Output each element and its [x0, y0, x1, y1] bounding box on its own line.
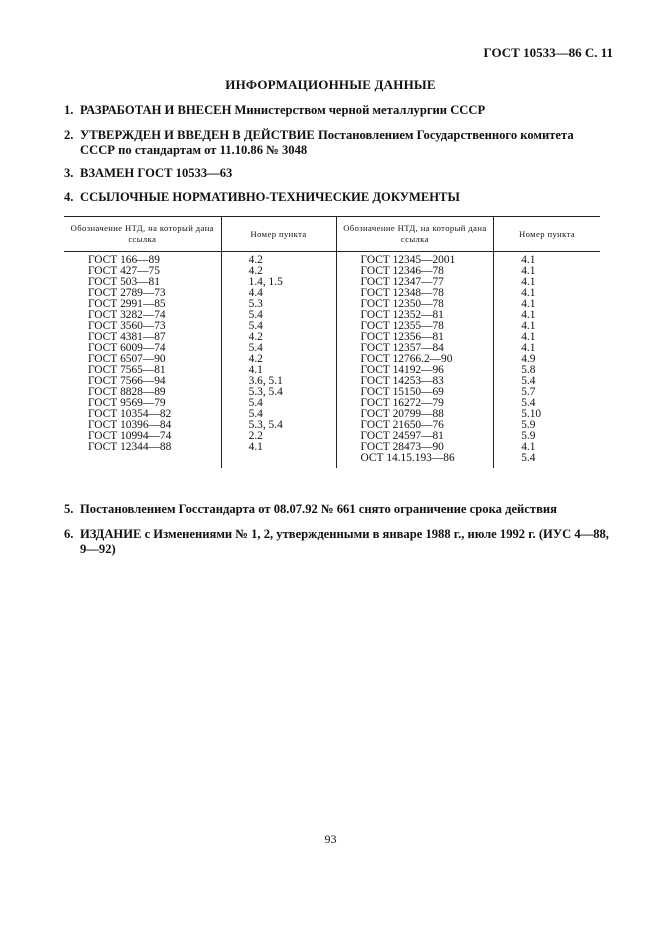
item-lead: ИЗДАНИЕ с Изменениями № 1, 2, утвержденными в январе 1988 г., июле 1992 г. (ИУС 4—88, 9—92): [80, 527, 609, 556]
item-number: 5.: [64, 502, 74, 516]
page-header: ГОСТ 10533—86 С. 11: [483, 45, 613, 60]
ntd-designation-cell: ГОСТ 166—89: [64, 252, 221, 267]
ntd-designation-cell: ГОСТ 12350—78: [336, 299, 494, 310]
item-number-cell: 5.4: [521, 452, 536, 464]
info-item-4: [64, 190, 609, 205]
ntd-designation-cell: ГОСТ 12357—84: [336, 343, 494, 354]
item-number-cell: 4.2: [221, 252, 336, 267]
item-number-cell: 4.2: [221, 332, 336, 343]
item-text: Постановлением Государственного комитета СССР по стандартам от 11.10.86 № 3048: [80, 128, 574, 157]
ntd-designation-cell: ГОСТ 10354—82: [64, 409, 221, 420]
ntd-designation-cell: ГОСТ 6507—90: [64, 354, 221, 365]
ntd-designation-cell: ГОСТ 10994—74: [64, 431, 221, 442]
ntd-designation-cell: ГОСТ 503—81: [64, 277, 221, 288]
item-lead: РАЗРАБОТАН И ВНЕСЕН: [80, 103, 232, 117]
item-number-cell: 4.1: [521, 320, 536, 332]
item-number-cell: 5.7: [521, 386, 536, 398]
ntd-designation-cell: ГОСТ 16272—79: [336, 398, 494, 409]
item-number-cell: 5.4: [521, 397, 536, 409]
page-number: 93: [324, 832, 337, 846]
ntd-designation-cell: ГОСТ 12348—78: [336, 288, 494, 299]
item-number: 4.: [64, 190, 74, 204]
header-item-number: Номер пункта: [494, 217, 600, 252]
item-number-cell: 2.2: [221, 431, 336, 442]
item-number-cell: 4.1: [521, 309, 536, 321]
table-row: [64, 252, 600, 267]
ntd-designation-cell: ГОСТ 12356—81: [336, 332, 494, 343]
ntd-designation-cell: ГОСТ 12766.2—90: [336, 354, 494, 365]
ntd-designation-cell: ГОСТ 2789—73: [64, 288, 221, 299]
item-number: 6.: [64, 527, 74, 541]
item-number-cell: 5.3, 5.4: [221, 420, 336, 431]
item-number-cell: 4.9: [521, 353, 536, 365]
item-number-cell: 5.3, 5.4: [221, 387, 336, 398]
item-number-cell: 5.9: [521, 419, 536, 431]
item-number-cell: 5.4: [221, 409, 336, 420]
ntd-designation-cell: ОСТ 14.15.193—86: [336, 453, 494, 468]
info-item-3: [64, 166, 609, 181]
info-item-2: [64, 128, 609, 158]
ntd-designation-cell: ГОСТ 12344—88: [64, 442, 221, 453]
ntd-designation-cell: ГОСТ 2991—85: [64, 299, 221, 310]
header-item-number: Номер пункта: [221, 217, 336, 252]
item-number-cell: 5.4: [221, 310, 336, 321]
item-number-cell: 4.1: [521, 276, 536, 288]
item-number-cell: 4.4: [221, 288, 336, 299]
info-item-6: [64, 527, 609, 557]
section-title: ИНФОРМАЦИОННЫЕ ДАННЫЕ: [225, 77, 436, 92]
item-number: 3.: [64, 166, 74, 180]
ntd-designation-cell: ГОСТ 8828—89: [64, 387, 221, 398]
ntd-designation-cell: ГОСТ 21650—76: [336, 420, 494, 431]
item-number-cell: 5.4: [221, 343, 336, 354]
item-number-cell: 4.1: [521, 265, 536, 277]
ntd-designation-cell: ГОСТ 3560—73: [64, 321, 221, 332]
item-number-cell: 4.1: [521, 331, 536, 343]
item-number: 2.: [64, 128, 74, 142]
item-number-cell: 3.6, 5.1: [221, 376, 336, 387]
ntd-designation-cell: ГОСТ 12347—77: [336, 277, 494, 288]
item-text: Министерством черной металлургии СССР: [231, 103, 486, 117]
item-number-cell: 5.8: [521, 364, 536, 376]
item-number-cell: 4.2: [221, 354, 336, 365]
item-lead: УТВЕРЖДЕН И ВВЕДЕН В ДЕЙСТВИЕ: [80, 128, 315, 142]
item-number: 1.: [64, 103, 74, 117]
item-number-cell: 5.9: [521, 430, 536, 442]
ntd-designation-cell: [64, 453, 221, 468]
item-number-cell: 4.1: [521, 287, 536, 299]
ntd-designation-cell: ГОСТ 6009—74: [64, 343, 221, 354]
item-number-cell: 1.4, 1.5: [221, 277, 336, 288]
ntd-designation-cell: ГОСТ 7566—94: [64, 376, 221, 387]
item-number-cell: 4.1: [221, 365, 336, 376]
item-number-cell: 4.1: [521, 254, 536, 266]
ntd-designation-cell: ГОСТ 12355—78: [336, 321, 494, 332]
ntd-designation-cell: ГОСТ 20799—88: [336, 409, 494, 420]
ntd-designation-cell: ГОСТ 427—75: [64, 266, 221, 277]
item-number-cell: 5.3: [221, 299, 336, 310]
ntd-designation-cell: ГОСТ 14253—83: [336, 376, 494, 387]
ntd-designation-cell: ГОСТ 14192—96: [336, 365, 494, 376]
ntd-designation-cell: ГОСТ 12345—2001: [336, 252, 494, 267]
item-number-cell: 4.2: [221, 266, 336, 277]
ntd-designation-cell: ГОСТ 12346—78: [336, 266, 494, 277]
info-item-5: [64, 502, 609, 517]
ntd-designation-cell: ГОСТ 28473—90: [336, 442, 494, 453]
item-lead: ВЗАМЕН ГОСТ 10533—63: [80, 166, 233, 180]
ntd-designation-cell: ГОСТ 15150—69: [336, 387, 494, 398]
ntd-designation-cell: ГОСТ 7565—81: [64, 365, 221, 376]
item-number-cell: 4.1: [521, 342, 536, 354]
item-number-cell: 5.4: [221, 398, 336, 409]
ntd-designation-cell: ГОСТ 12352—81: [336, 310, 494, 321]
table-row: [64, 442, 600, 453]
ntd-designation-cell: ГОСТ 24597—81: [336, 431, 494, 442]
ntd-designation-cell: ГОСТ 4381—87: [64, 332, 221, 343]
table-row: [64, 453, 600, 468]
ntd-designation-cell: ГОСТ 10396—84: [64, 420, 221, 431]
ntd-designation-cell: ГОСТ 9569—79: [64, 398, 221, 409]
item-number-cell: 4.1: [521, 298, 536, 310]
table-header-row: [64, 217, 600, 252]
header-ntd-designation: Обозначение НТД, на который дана ссылка: [64, 217, 221, 252]
item-number-cell: 5.10: [521, 408, 542, 420]
item-number-cell: 5.4: [521, 375, 536, 387]
ntd-designation-cell: ГОСТ 3282—74: [64, 310, 221, 321]
item-lead: Постановлением Госстандарта от 08.07.92 № 661 снято ограничение срока действия: [80, 502, 557, 516]
item-lead: ССЫЛОЧНЫЕ НОРМАТИВНО-ТЕХНИЧЕСКИЕ ДОКУМЕНТЫ: [80, 190, 460, 204]
header-ntd-designation: Обозначение НТД, на который дана ссылка: [336, 217, 494, 252]
item-number-cell: [221, 453, 336, 468]
item-number-cell: 4.1: [221, 442, 336, 453]
reference-documents-table: [64, 216, 600, 468]
item-number-cell: 4.1: [521, 441, 536, 453]
item-number-cell: 5.4: [221, 321, 336, 332]
info-item-1: [64, 103, 609, 118]
